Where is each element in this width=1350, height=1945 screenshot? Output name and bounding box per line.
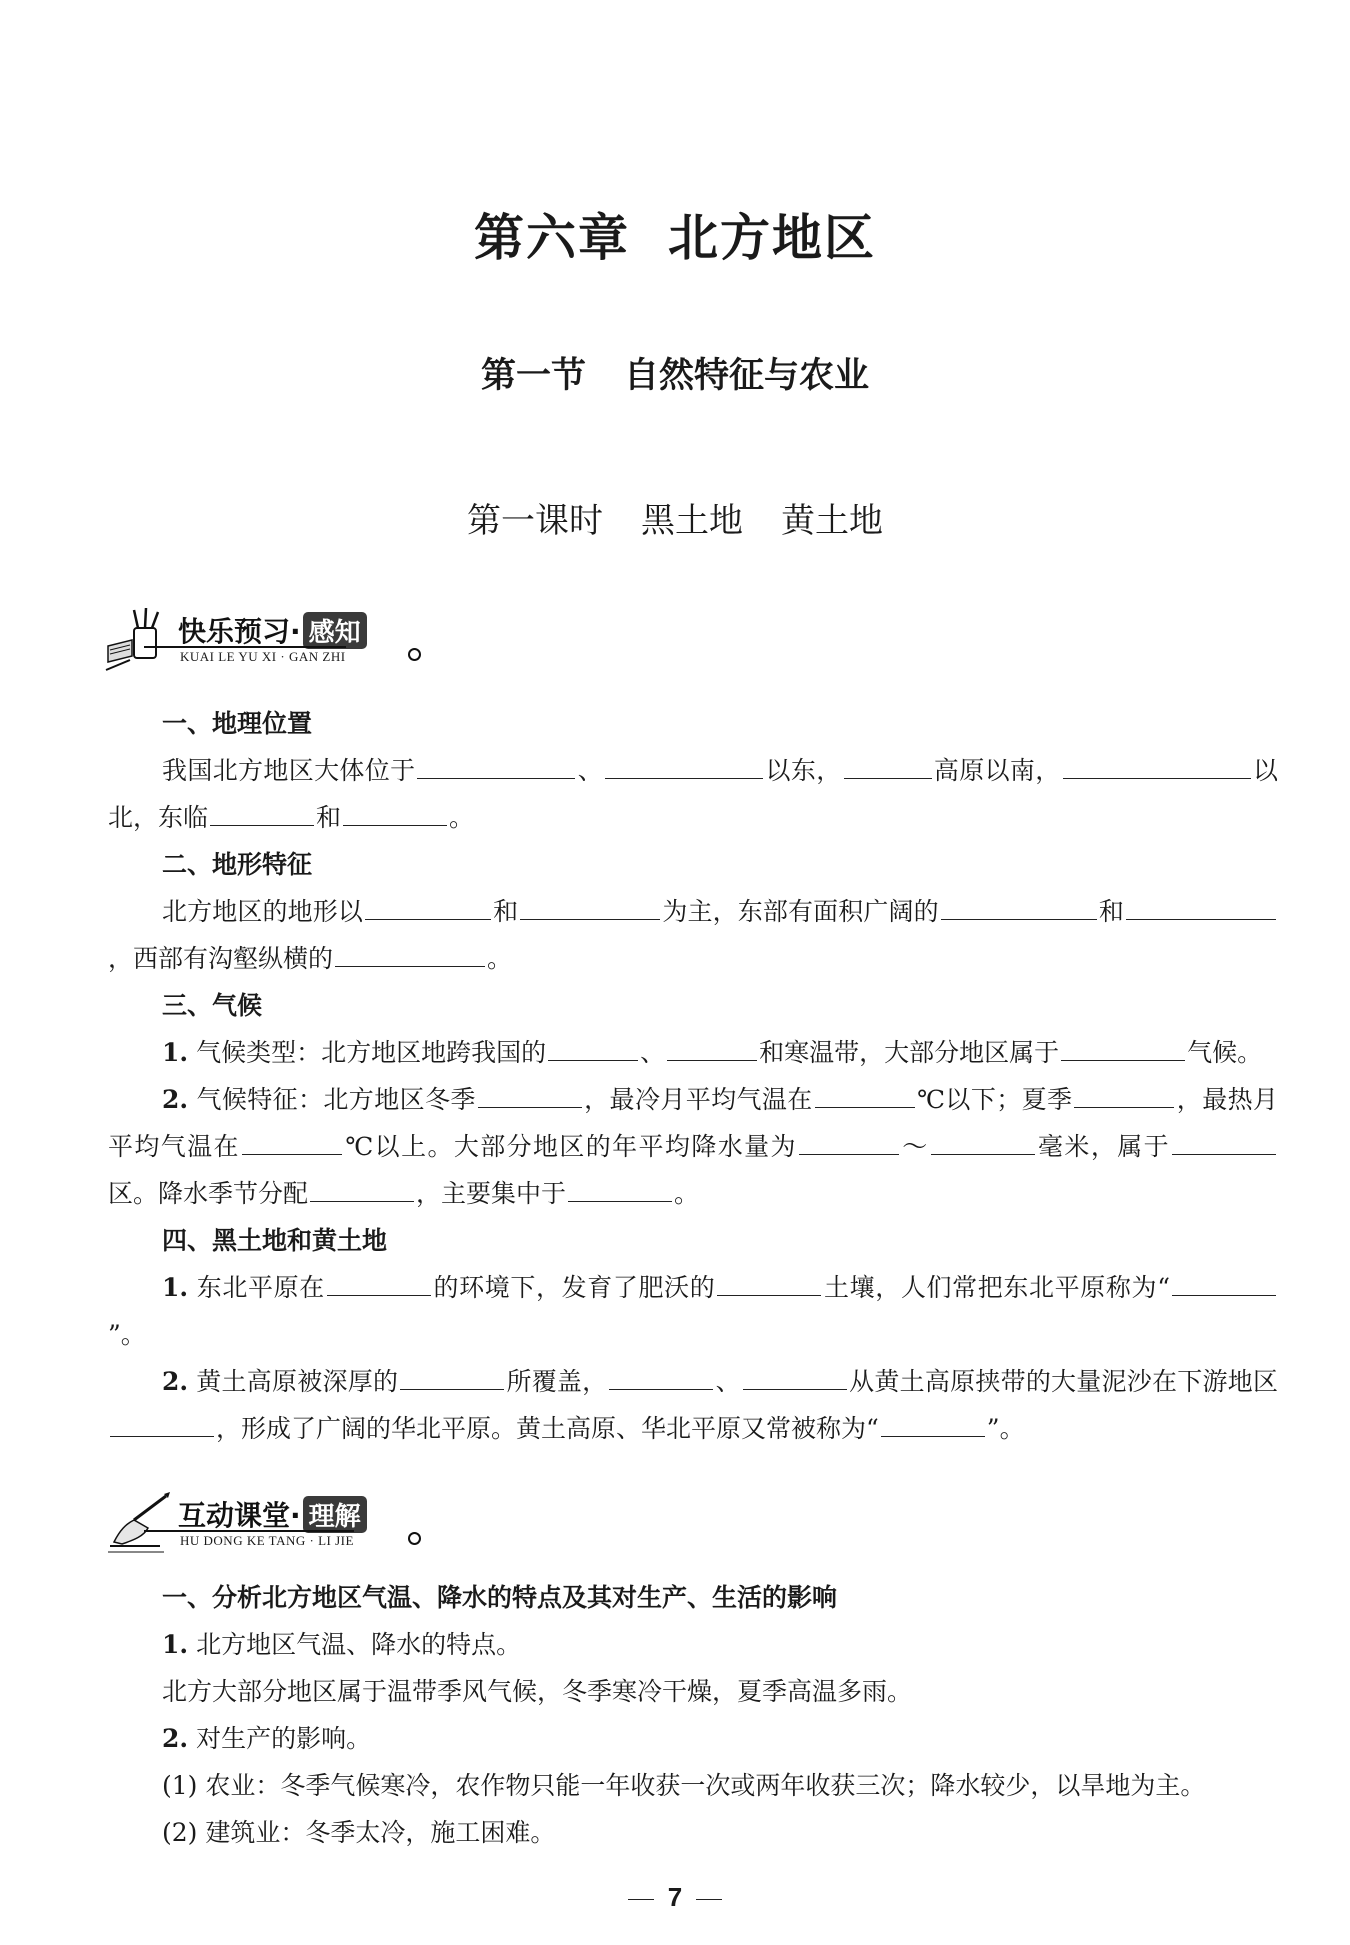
fill-blank[interactable] xyxy=(844,752,932,779)
page-number-value: 7 xyxy=(667,1882,683,1912)
fill-blank[interactable] xyxy=(609,1363,713,1390)
preview-banner-pinyin: KUAI LE YU XI · GAN ZHI xyxy=(144,646,346,665)
fill-blank[interactable] xyxy=(210,799,314,826)
fill-blank[interactable] xyxy=(815,1081,915,1108)
lesson-topic-1: 黑土地 xyxy=(641,501,743,541)
fill-blank[interactable] xyxy=(743,1363,847,1390)
fill-blank[interactable] xyxy=(110,1410,214,1437)
fill-blank[interactable] xyxy=(1172,1269,1276,1296)
fill-blank[interactable] xyxy=(667,1034,757,1061)
chapter-name: 北方地区 xyxy=(668,208,876,267)
page-number-dash-left xyxy=(628,1899,654,1900)
fill-blank[interactable] xyxy=(605,752,763,779)
banner-end-ring xyxy=(408,1532,421,1545)
classroom-banner-tag: 理解 xyxy=(303,1496,367,1533)
fill-blank[interactable] xyxy=(717,1269,821,1296)
fill-blank[interactable] xyxy=(1061,1034,1185,1061)
fill-blank[interactable] xyxy=(343,799,447,826)
lesson-number: 第一课时 xyxy=(467,501,603,541)
line-production-impact: 2. 对生产的影响。 xyxy=(162,1724,372,1753)
paragraph-terrain: 北方地区的地形以 和 为主，东部有面积广阔的 和，西部有沟壑纵横的 。 xyxy=(108,888,1278,982)
fill-blank[interactable] xyxy=(931,1128,1035,1155)
paragraph-location: 我国北方地区大体位于 、 以东， 高原以南， 以北，东临 和 。 xyxy=(108,747,1278,841)
page-number xyxy=(0,1882,1350,1913)
fill-blank[interactable] xyxy=(1063,752,1251,779)
fill-blank[interactable] xyxy=(310,1175,414,1202)
heading-climate: 三、气候 xyxy=(162,991,263,1020)
paragraph-climate-features: 2. 气候特征：北方地区冬季 ，最冷月平均气温在 ℃以下；夏季 ，最热月平均气温在 ℃以上。大部分地区的年平均降水量为 ～ 毫米，属于区。降水季节分配 ，主要集中于 。 xyxy=(108,1076,1278,1217)
banner-dot: · xyxy=(290,615,301,648)
fill-blank[interactable] xyxy=(327,1269,431,1296)
section-title xyxy=(0,348,1350,398)
line-features: 1. 北方地区气温、降水的特点。 xyxy=(162,1630,522,1659)
fill-blank[interactable] xyxy=(568,1175,672,1202)
preview-banner-title xyxy=(178,610,367,650)
heading-analysis: 一、分析北方地区气温、降水的特点及其对生产、生活的影响 xyxy=(162,1583,838,1612)
classroom-banner-main: 互动课堂 xyxy=(178,1499,291,1532)
fill-blank[interactable] xyxy=(941,893,1097,920)
fill-blank[interactable] xyxy=(242,1128,342,1155)
fill-blank[interactable] xyxy=(799,1128,899,1155)
classroom-section xyxy=(108,1574,1278,1856)
lesson-topic-2: 黄土地 xyxy=(781,501,883,541)
preview-banner-main: 快乐预习 xyxy=(178,615,291,648)
line-agriculture: (1) 农业：冬季气候寒冷，农作物只能一年收获一次或两年收获三次；降水较少，以旱地为主。 xyxy=(162,1771,1206,1800)
paragraph-black-soil: 1. 东北平原在 的环境下，发育了肥沃的 土壤，人们常把东北平原称为“”。 xyxy=(108,1264,1278,1358)
heading-soil: 四、黑土地和黄土地 xyxy=(162,1226,388,1255)
fill-blank[interactable] xyxy=(335,940,485,967)
fill-blank[interactable] xyxy=(365,893,491,920)
fill-blank[interactable] xyxy=(881,1410,985,1437)
preview-section xyxy=(108,700,1278,1452)
fill-blank[interactable] xyxy=(1126,893,1276,920)
heading-terrain: 二、地形特征 xyxy=(162,850,313,879)
line-construction: (2) 建筑业：冬季太冷，施工困难。 xyxy=(162,1818,556,1847)
classroom-banner xyxy=(104,1490,424,1560)
fill-blank[interactable] xyxy=(1074,1081,1174,1108)
heading-location: 一、地理位置 xyxy=(162,709,313,738)
preview-banner-tag: 感知 xyxy=(303,612,367,649)
paragraph-loess: 2. 黄土高原被深厚的 所覆盖， 、 从黄土高原挟带的大量泥沙在下游地区，形成了广阔的华北平原。黄土高原、华北平原又常被称为“ ”。 xyxy=(108,1358,1278,1452)
chapter-number: 第六章 xyxy=(474,208,630,267)
section-number: 第一节 xyxy=(480,356,586,396)
chapter-title xyxy=(0,198,1350,270)
classroom-banner-title xyxy=(178,1494,367,1534)
fill-blank[interactable] xyxy=(1172,1128,1276,1155)
section-name: 自然特征与农业 xyxy=(624,356,870,396)
banner-end-ring xyxy=(408,648,421,661)
fill-blank[interactable] xyxy=(520,893,660,920)
page-number-dash-right xyxy=(696,1899,722,1900)
line-climate-summary: 北方大部分地区属于温带季风气候，冬季寒冷干燥，夏季高温多雨。 xyxy=(162,1677,913,1706)
fill-blank[interactable] xyxy=(417,752,575,779)
fill-blank[interactable] xyxy=(400,1363,504,1390)
fill-blank[interactable] xyxy=(478,1081,582,1108)
banner-dot: · xyxy=(290,1499,301,1532)
paragraph-climate-type: 1. 气候类型：北方地区地跨我国的 、 和寒温带，大部分地区属于 气候。 xyxy=(108,1029,1278,1076)
lesson-title xyxy=(0,493,1350,542)
fill-blank[interactable] xyxy=(548,1034,638,1061)
classroom-banner-pinyin: HU DONG KE TANG · LI JIE xyxy=(144,1530,354,1549)
preview-banner xyxy=(104,606,424,676)
